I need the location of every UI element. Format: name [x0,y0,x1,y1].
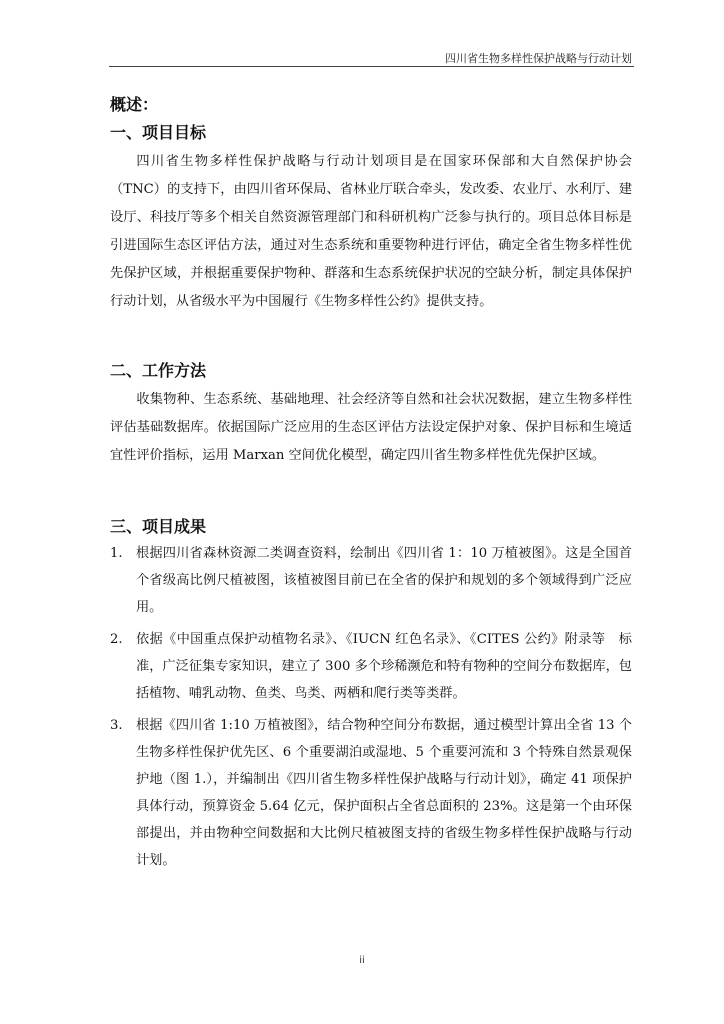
results-list [110,540,632,879]
list-item-number: 2. [110,632,123,647]
section-paragraph-methods: 收集物种、生态系统、基础地理、社会经济等自然和社会状况数据，建立生物多样性评估基础数据库。依据国际广泛应用的生态区评估方法设定保护对象、保护目标和生境适宜性评价指标，运用 Marxan 空间优化模型，确定四川省生物多样性优先保护区域。 [110,392,632,463]
section-paragraph-goals: 四川省生物多样性保护战略与行动计划项目是在国家环保部和大自然保护协会（TNC）的支持下，由四川省环保局、省林业厅联合牵头，发改委、农业厅、水利厅、建设厅、科技厅等多个相关自然资源管理部门和科研机构广泛参与执行的。项目总体目标是引进国际生态区评估方法，通过对生态系统和重要物种进行评估，确定全省生物多样性优先保护区域，并根据重要保护物种、群落和生态系统保护状况的空缺分析，制定具体保护行动计划，从省级水平为中国履行《生物多样性公约》提供支持。 [110,154,632,309]
list-item-text: 根据《四川省 1:10 万植被图》，结合物种空间分布数据，通过模型计算出全省 13 个生物多样性保护优先区、6 个重要湖泊或湿地、5 个重要河流和 3 个特殊自然景观保护地（图 1.），并编制出《四川省生物多样性保护战略与行动计划》，确定 41 项保护具体行动，预算资金 5.64 亿元，保护面积占全省总面积的 23%。这是第一个由环保部提出，并由物种空间数据和大比例尺植被图支持的省级生物多样性保护战略与行动计划。 [136,718,632,868]
list-item-text: 根据四川省森林资源二类调查资料，绘制出《四川省 1：10 万植被图》。这是全国首个省级高比例尺植被图，该植被图目前已在全省的保护和规划的多个领域得到广泛应用。 [136,546,632,615]
list-item [110,712,632,874]
header-title: 四川省生物多样性保护战略与行动计划 [445,52,632,65]
section-heading-methods: 二、工作方法 [110,361,207,380]
list-item-number: 3. [110,718,123,733]
list-item-number: 1. [110,546,123,561]
page-number: ii [359,955,365,966]
overview-label: 概述： [110,95,159,114]
list-item [110,626,632,707]
list-item [110,540,632,621]
section-heading-results: 三、项目成果 [110,517,207,536]
list-item-text: 依据《中国重点保护动植物名录》、《IUCN 红色名录》、《CITES 公约》附录等 标准，广泛征集专家知识，建立了 300 多个珍稀濒危和特有物种的空间分布数据库，包括植物、哺乳动物、鱼类、鸟类、两栖和爬行类等类群。 [136,632,632,701]
header-rule [109,66,634,67]
section-heading-goals: 一、项目目标 [110,123,207,142]
